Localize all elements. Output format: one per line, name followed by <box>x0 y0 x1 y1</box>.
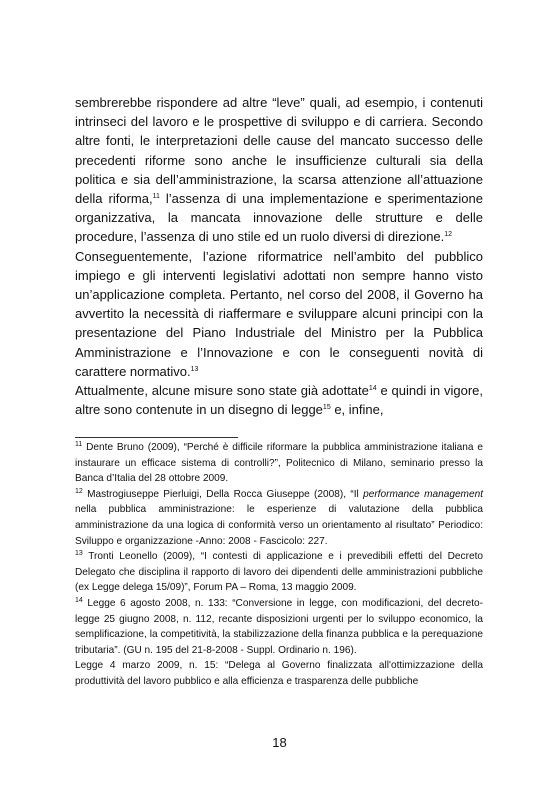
footnote-14-continued <box>75 658 483 689</box>
paragraph-3-text-a: Attualmente, alcune misure sono state già adottate <box>75 383 369 399</box>
paragraph-1-text-b: l’assenza di una implementazione e sperimentazione organizzativa, la mancata innovazione delle strutture e delle procedure, l’assenza di uno stile ed un ruolo diversi di direzione. <box>75 191 483 245</box>
page-number: 18 <box>272 735 287 750</box>
footnote-text: Mastrogiuseppe Pierluigi, Della Rocca Giuseppe (2008), “Il <box>82 488 364 500</box>
footnote-ref-12[interactable]: 12 <box>444 231 453 239</box>
paragraph-1-text-a: sembrerebbe rispondere ad altre “leve” quali, ad esempio, i contenuti intrinseci del lavoro e le prospettive di sviluppo e di carriera. Secondo altre fonti, le interpretazioni delle cause del mancato successo delle precedenti riforme sono anche le insufficienze culturali sia della politica e sia dell’amministrazione, la scarsa attenzione all’attuazione della riforma, <box>75 95 483 207</box>
paragraph-2-text-a: Conseguentemente, l’azione riformatrice nell’ambito del pubblico impiego e gli interventi legislativi adottati non sempre hanno visto un’applicazione completa. Pertanto, nel corso del 2008, il Governo ha avvertito la necessità di riaffermare e sviluppare alcuni principi con la presentazione del Piano Industriale del Ministro per la Pubblica Amministrazione e l’Innovazione e con le conseguenti novità di carattere normativo. <box>75 248 483 379</box>
footnote-mark: 12 <box>75 487 83 495</box>
footnote-text: nella pubblica amministrazione: le esperienze di valutazione della pubblica amministrazione da una logica di conformità verso un orientamento al risultato” Periodico: Sviluppo e organizzazione -Anno: 2008 - Fascicolo: 227. <box>75 504 483 547</box>
footnote-separator <box>75 437 238 438</box>
body-text <box>75 93 483 419</box>
footnote-ref-11[interactable]: 11 <box>152 193 160 201</box>
footnote-ref-14[interactable]: 14 <box>368 385 377 393</box>
footnote-14 <box>75 596 483 658</box>
footnote-ref-15[interactable]: 15 <box>322 404 331 412</box>
footnote-mark: 11 <box>75 441 83 448</box>
paragraph-1 <box>75 93 483 247</box>
footnote-italic-term: performance management <box>363 488 483 500</box>
paragraph-3-text-c: e, infine, <box>330 402 384 418</box>
footnote-text: Legge 6 agosto 2008, n. 133: “Conversione in legge, con modificazioni, del decreto-legge 25 giugno 2008, n. 112, recante disposizioni urgenti per lo sviluppo economico, la semplificazione, la competitività, la stabilizzazione della finanza pubblica e la perequazione tributaria”. (GU n. 195 del 21-8-2008 - Suppl. Ordinario n. 196). <box>75 597 483 656</box>
footnote-text: Legge 4 marzo 2009, n. 15: “Delega al Governo finalizzata all'ottimizzazione della produttività del lavoro pubblico e alla efficienza e trasparenza delle pubbliche <box>75 660 483 687</box>
footnote-13 <box>75 549 483 596</box>
footnote-text: Tronti Leonello (2009), “I contesti di applicazione e i prevedibili effetti del Decreto Delegato che disciplina il rapporto di lavoro dei dipendenti delle amministrazioni pubbliche (ex Legge delega 15/09)”, Forum PA – Roma, 13 maggio 2009. <box>75 551 483 594</box>
footnote-ref-13[interactable]: 13 <box>190 365 199 373</box>
footnotes <box>75 440 483 690</box>
paragraph-3-text-b: e quindi in vigore, altre sono contenute in un disegno di legge <box>75 383 483 418</box>
footnote-11 <box>75 440 483 487</box>
footnote-text: Dente Bruno (2009), “Perché è difficile riformare la pubblica amministrazione italiana e instaurare un efficace sistema di controlli?”, Politecnico di Milano, seminario presso la Banca d’Italia del 28 ottobre 2009. <box>75 442 483 485</box>
paragraph-3 <box>75 381 483 419</box>
footnote-12 <box>75 487 483 549</box>
footnote-mark: 14 <box>75 596 83 604</box>
paragraph-2 <box>75 247 483 381</box>
footnote-mark: 13 <box>75 550 83 558</box>
